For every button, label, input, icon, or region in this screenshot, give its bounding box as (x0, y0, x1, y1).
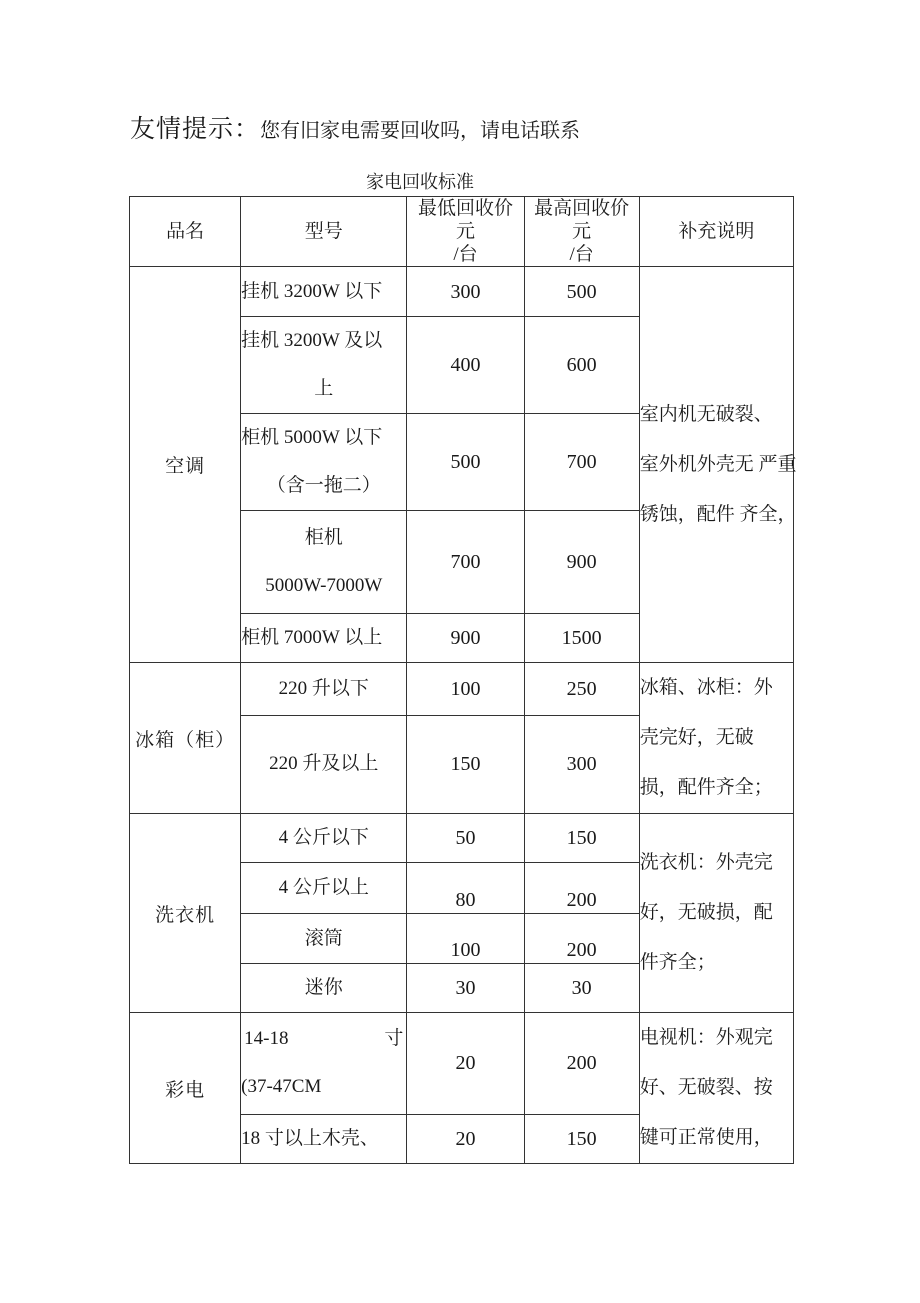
max-price-value: 300 (566, 753, 597, 776)
max-price-value: 200 (566, 939, 597, 961)
max-price-value: 500 (566, 280, 597, 303)
max-price-cell (524, 267, 639, 317)
model-cell (241, 414, 407, 511)
max-price-value: 150 (566, 827, 597, 849)
category-cell (130, 663, 241, 814)
category-label: 洗衣机 (155, 904, 216, 926)
model-cell (241, 317, 407, 414)
max-price-cell (524, 964, 639, 1013)
notes-cell (639, 1013, 793, 1164)
min-price-cell (407, 863, 524, 914)
title-lead-text: 友情提示： (130, 116, 261, 143)
model-line: 挂机 3200W 以下 (241, 280, 383, 302)
model-line: 4 公斤以下 (278, 827, 369, 848)
notes-cell (639, 267, 797, 663)
notes-line: 洗衣机：外壳完 (639, 852, 773, 873)
model-cell (241, 914, 407, 964)
max-price-cell (524, 414, 639, 511)
min-price-cell (407, 511, 524, 614)
max-price-cell (524, 863, 639, 914)
max-price-cell (524, 914, 639, 964)
min-price-cell (407, 1013, 524, 1115)
min-price-value: 20 (455, 1127, 476, 1150)
category-label: 空调 (165, 456, 206, 477)
model-cell (241, 267, 407, 317)
model-line: 迷你 (304, 977, 343, 998)
max-price-cell (524, 1114, 639, 1163)
table-row (130, 663, 794, 716)
max-price-value: 1500 (561, 627, 602, 649)
min-price-value: 300 (450, 280, 481, 303)
header-model (241, 197, 407, 267)
page-title (130, 113, 580, 150)
category-cell (130, 1013, 241, 1164)
model-line: 上 (314, 378, 334, 399)
max-price-cell (524, 511, 639, 614)
table-header-row (130, 197, 794, 267)
notes-line: 冰箱、冰柜：外 (639, 677, 773, 698)
header-min-price-line1: 最低回收价 元 (417, 198, 513, 242)
notes-line: 损，配件齐全； (639, 777, 773, 798)
min-price-value: 100 (450, 939, 481, 961)
category-label: 彩电 (165, 1079, 206, 1101)
max-price-value: 250 (566, 677, 597, 700)
min-price-value: 500 (450, 451, 481, 473)
notes-line: 好，无破损，配 (639, 902, 773, 923)
header-max-price (524, 197, 639, 267)
min-price-value: 100 (450, 677, 481, 700)
min-price-value: 150 (450, 753, 481, 776)
notes-line: 键可正常使用， (639, 1127, 773, 1148)
min-price-cell (407, 715, 524, 813)
notes-line: 锈蚀，配件 齐全， (639, 503, 797, 525)
min-price-value: 50 (455, 827, 476, 849)
model-line: 220 升及以上 (269, 753, 379, 775)
header-min-price-line2: /台 (453, 244, 478, 265)
notes-line: 好、无破裂、按 (639, 1077, 773, 1098)
category-cell (130, 814, 241, 1013)
min-price-value: 400 (450, 354, 481, 376)
max-price-value: 700 (566, 451, 597, 473)
table-caption: 家电回收标准 (366, 172, 474, 192)
model-line: 挂机 3200W 及以 (241, 330, 383, 351)
model-line: 柜机 7000W 以上 (241, 627, 383, 648)
model-line: (37-47CM (241, 1076, 322, 1098)
min-price-value: 20 (455, 1052, 476, 1075)
notes-cell (639, 663, 793, 814)
max-price-cell (524, 663, 639, 716)
model-line: （含一拖二） (266, 475, 381, 496)
model-line: 4 公斤以上 (278, 877, 369, 898)
min-price-cell (407, 814, 524, 863)
header-product-name-label: 品名 (166, 221, 205, 242)
model-line-part: 14-18 (244, 1028, 289, 1050)
header-max-price-line2: /台 (569, 244, 594, 265)
max-price-cell (524, 614, 639, 663)
category-cell (130, 267, 241, 663)
model-line: 18 寸以上木壳、 (241, 1127, 379, 1149)
table-row (130, 267, 794, 317)
model-cell (241, 614, 407, 663)
max-price-value: 150 (566, 1127, 597, 1150)
model-line: 滚筒 (304, 927, 343, 949)
model-cell (241, 814, 407, 863)
model-cell (241, 1013, 407, 1115)
model-line: 5000W-7000W (265, 575, 383, 596)
min-price-value: 700 (450, 551, 481, 573)
model-cell (241, 1114, 407, 1163)
max-price-value: 200 (566, 1052, 597, 1075)
notes-line: 电视机：外观完 (639, 1027, 773, 1048)
header-notes-label: 补充说明 (678, 221, 755, 242)
notes-line: 件齐全； (639, 952, 716, 973)
model-line: 220 升以下 (278, 677, 369, 699)
model-cell (241, 715, 407, 813)
title-rest-text: 您有旧家电需要回收吗，请电话联系 (260, 120, 581, 142)
min-price-value: 900 (450, 627, 481, 649)
notes-cell (639, 814, 793, 1013)
model-cell (241, 663, 407, 716)
max-price-value: 600 (566, 354, 597, 376)
table-row (130, 814, 794, 863)
min-price-cell (407, 1114, 524, 1163)
max-price-value: 200 (566, 889, 597, 911)
notes-line: 室外机外壳无 严重 (639, 453, 797, 475)
model-cell (241, 863, 407, 914)
min-price-cell (407, 614, 524, 663)
min-price-cell (407, 317, 524, 414)
max-price-cell (524, 317, 639, 414)
max-price-cell (524, 814, 639, 863)
header-model-label: 型号 (304, 221, 343, 242)
min-price-cell (407, 663, 524, 716)
header-notes (639, 197, 793, 267)
max-price-cell (524, 1013, 639, 1115)
min-price-value: 30 (455, 977, 476, 999)
min-price-cell (407, 914, 524, 964)
min-price-value: 80 (455, 889, 476, 911)
max-price-value: 30 (571, 977, 592, 999)
min-price-cell (407, 414, 524, 511)
header-min-price (407, 197, 524, 267)
notes-line: 室内机无破裂、 (639, 403, 773, 425)
appliance-recycle-table (129, 196, 797, 1164)
category-label: 冰箱（柜） (135, 729, 236, 751)
min-price-cell (407, 267, 524, 317)
header-max-price-line1: 最高回收价 元 (534, 198, 630, 242)
model-cell (241, 964, 407, 1013)
max-price-cell (524, 715, 639, 813)
max-price-value: 900 (566, 551, 597, 573)
model-line-part: 寸 (384, 1028, 404, 1050)
model-line: 柜机 (304, 527, 343, 548)
model-line: 柜机 5000W 以下 (241, 427, 383, 448)
notes-line: 壳完好，无破 (639, 727, 754, 748)
min-price-cell (407, 964, 524, 1013)
table-row (130, 1013, 794, 1115)
model-line (241, 1015, 406, 1063)
model-cell (241, 511, 407, 614)
header-product-name (130, 197, 241, 267)
